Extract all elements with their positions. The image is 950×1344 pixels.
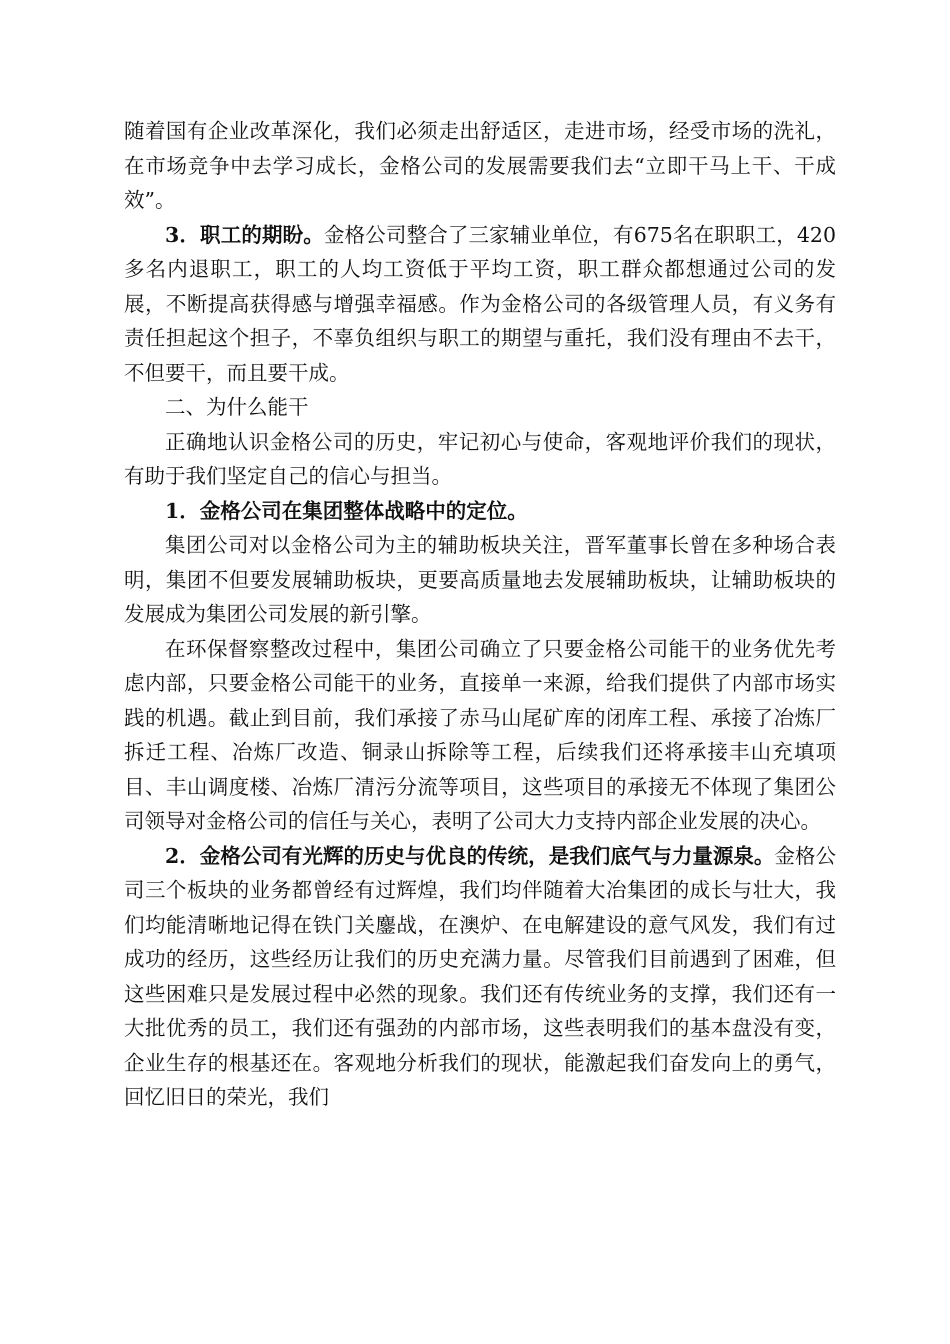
section-heading-1: 1．金格公司在集团整体战略中的定位。 <box>165 498 528 523</box>
paragraph-text: 随着国有企业改革深化，我们必须走出舒适区，走进市场，经受市场的洗礼，在市场竞争中去学习成长，金格公司的发展需要我们去“立即干马上干、干成效”。 <box>124 119 836 212</box>
section-heading-1-paragraph <box>124 494 836 529</box>
section-title-text: 二、为什么能干 <box>165 395 309 419</box>
paragraph-employee-expectation <box>124 218 836 391</box>
section-title-why-can-do <box>124 390 836 425</box>
paragraph-intro <box>124 425 836 494</box>
section-heading-3: 3．职工的期盼。 <box>165 222 324 247</box>
paragraph-text: 在环保督察整改过程中，集团公司确立了只要金格公司能干的业务优先考虑内部，只要金格公司能干的业务，直接单一来源，给我们提供了内部市场实践的机遇。截止到目前，我们承接了赤马山尾矿库的闭库工程、承接了冶炼厂拆迁工程、冶炼厂改造、铜录山拆除等工程，后续我们还将承接丰山充填项目、丰山调度楼、冶炼厂清污分流等项目，这些项目的承接无不体现了集团公司领导对金格公司的信任与关心，表明了公司大力支持内部企业发展的决心。 <box>124 636 836 833</box>
paragraph-glorious-history <box>124 839 836 1115</box>
paragraph-text: 正确地认识金格公司的历史，牢记初心与使命，客观地评价我们的现状，有助于我们坚定自己的信心与担当。 <box>124 429 836 488</box>
paragraph-group-focus <box>124 528 836 632</box>
paragraph-continuation <box>124 114 836 218</box>
paragraph-text: 金格公司整合了三家辅业单位，有675名在职职工，420多名内退职工，职工的人均工资低于平均工资，职工群众都想通过公司的发展，不断提高获得感与增强幸福感。作为金格公司的各级管理人员，有义务有责任担起这个担子，不辜负组织与职工的期望与重托，我们没有理由不去干，不但要干，而且要干成。 <box>124 222 837 385</box>
paragraph-env-inspection <box>124 632 836 839</box>
paragraph-text: 金格公司三个板块的业务都曾经有过辉煌，我们均伴随着大冶集团的成长与壮大，我们均能清晰地记得在铁门关鏖战，在澳炉、在电解建设的意气风发，我们有过成功的经历，这些经历让我们的历史充满力量。尽管我们目前遇到了困难，但这些困难只是发展过程中必然的现象。我们还有传统业务的支撑，我们还有一大批优秀的员工，我们还有强劲的内部市场，这些表明我们的基本盘没有变，企业生存的根基还在。客观地分析我们的现状，能激起我们奋发向上的勇气，回忆旧日的荣光，我们 <box>124 843 836 1109</box>
paragraph-text: 集团公司对以金格公司为主的辅助板块关注，晋军董事长曾在多种场合表明，集团不但要发展辅助板块，更要高质量地去发展辅助板块，让辅助板块的发展成为集团公司发展的新引擎。 <box>124 533 836 626</box>
document-page <box>124 114 836 1115</box>
section-heading-2: 2．金格公司有光辉的历史与优良的传统，是我们底气与力量源泉。 <box>165 843 775 868</box>
